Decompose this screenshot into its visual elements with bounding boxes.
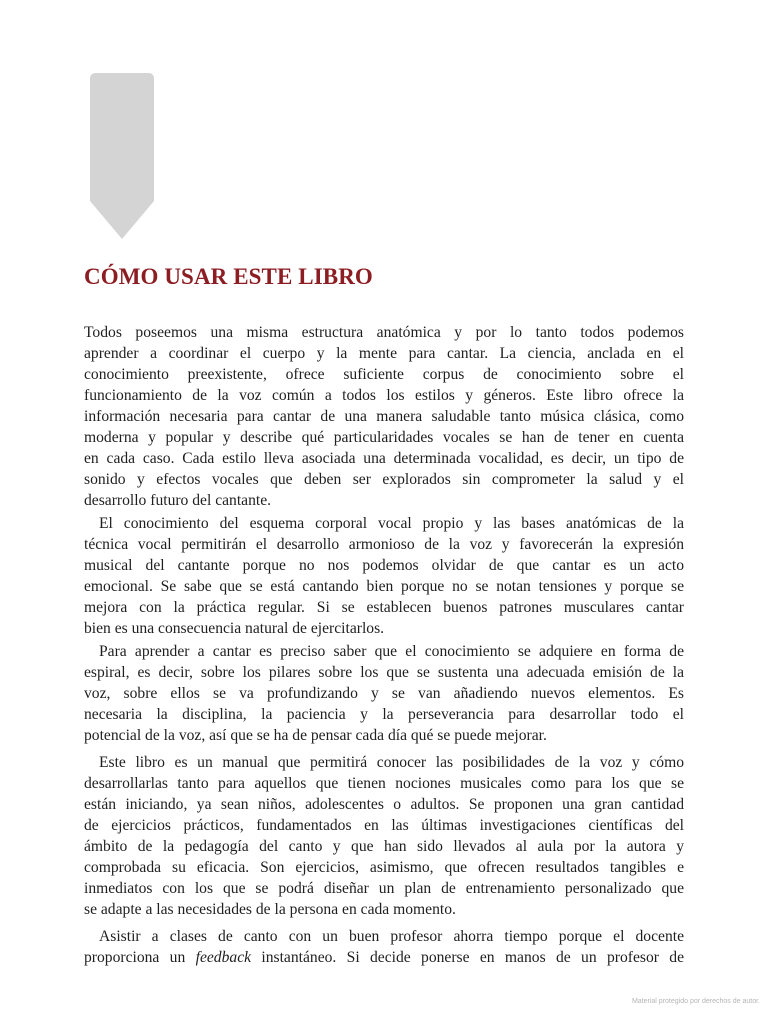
- text-line: en cada caso. Cada estilo lleva asociada una determinada vocalidad, es decir, un tipo de: [84, 450, 684, 467]
- copyright-watermark: Material protegido por derechos de autor.: [631, 998, 760, 1005]
- text-line: voz, sobre ellos se va profundizando y se van añadiendo nuevos elementos. Es: [84, 685, 684, 702]
- text-line: Este libro es un manual que permitirá conocer las posibilidades de la voz y cómo: [99, 754, 684, 771]
- text-line: aprender a coordinar el cuerpo y la mente para cantar. La ciencia, anclada en el: [84, 345, 684, 362]
- text-line: de ejercicios prácticos, fundamentados en las últimas investigaciones científicas del: [84, 817, 684, 834]
- text-line: mejora con la práctica regular. Si se establecen buenos patrones musculares cantar: [84, 599, 684, 616]
- text-line: conocimiento preexistente, ofrece suficiente corpus de conocimiento sobre el: [84, 366, 684, 383]
- text-line: ámbito de la pedagogía del canto y que han sido llevados al aula por la autora y: [84, 838, 684, 855]
- page-title: CÓMO USAR ESTE LIBRO: [84, 264, 373, 289]
- text-line: Asistir a clases de canto con un buen profesor ahorra tiempo porque el docente: [99, 928, 684, 945]
- text-line: comprobada su eficacia. Son ejercicios, asimismo, que ofrecen resultados tangibles e: [84, 859, 684, 876]
- text-line: funcionamiento de la voz común a todos los estilos y géneros. Este libro ofrece la: [84, 387, 684, 404]
- text-line: se adapte a las necesidades de la persona en cada momento.: [84, 901, 456, 918]
- text-line: información necesaria para cantar de una manera saludable tanto música clásica, como: [84, 408, 684, 425]
- text-line: necesaria la disciplina, la paciencia y la perseverancia para desarrollar todo el: [84, 706, 684, 723]
- text-run: proporciona un: [84, 949, 196, 966]
- text-line: desarrollarlas tanto para aquellos que tienen nociones musicales como para los que se: [84, 775, 684, 792]
- text-line: musical del cantante porque no nos podemos olvidar de que cantar es un acto: [84, 557, 684, 574]
- text-line: El conocimiento del esquema corporal vocal propio y las bases anatómicas de la: [99, 515, 684, 532]
- text-line: técnica vocal permitirán el desarrollo armonioso de la voz y favorecerán la expresión: [84, 536, 684, 553]
- text-line: sonido y efectos vocales que deben ser explorados sin comprometer la salud y el: [84, 471, 684, 488]
- text-line: emocional. Se sabe que se está cantando bien porque no se notan tensiones y porque se: [84, 578, 684, 595]
- text-line: potencial de la voz, así que se ha de pensar cada día qué se puede mejorar.: [84, 727, 547, 744]
- text-line: Para aprender a cantar es preciso saber que el conocimiento se adquiere en forma de: [99, 643, 684, 660]
- text-line: espiral, es decir, sobre los pilares sobre los que se sustenta una adecuada emisión de la: [84, 664, 684, 681]
- text-line: Todos poseemos una misma estructura anatómica y por lo tanto todos podemos: [84, 324, 684, 341]
- body-text: [84, 0, 684, 1024]
- text-line: bien es una consecuencia natural de ejercitarlos.: [84, 620, 385, 637]
- emphasis-term: feedback: [195, 949, 252, 966]
- text-line: desarrollo futuro del cantante.: [84, 492, 272, 509]
- text-run: instantáneo. Si decide ponerse en manos de un profesor de: [251, 949, 684, 966]
- text-line: [84, 947, 684, 968]
- text-line: inmediatos con los que se podrá diseñar un plan de entrenamiento personalizado que: [84, 880, 684, 897]
- text-line: están iniciando, ya sean niños, adolescentes o adultos. Se proponen una gran cantidad: [84, 796, 684, 813]
- text-line: moderna y popular y describe qué particularidades vocales se han de tener en cuenta: [84, 429, 684, 446]
